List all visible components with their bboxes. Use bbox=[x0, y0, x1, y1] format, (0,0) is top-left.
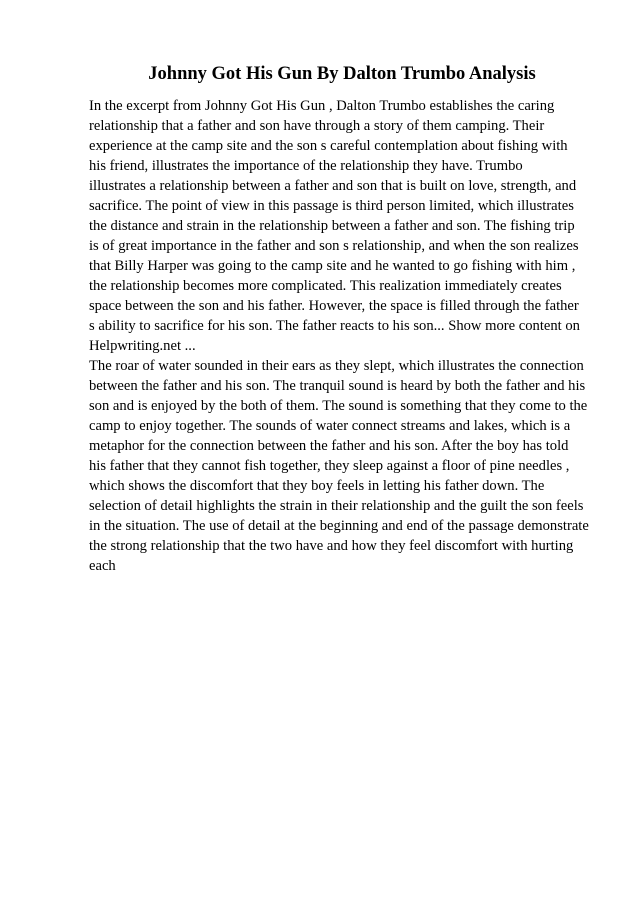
text-line: the strong relationship that the two have and how they feel discomfort with hurting bbox=[89, 538, 574, 554]
text-line: that Billy Harper was going to the camp site and he wanted to go fishing with him , bbox=[89, 258, 576, 274]
text-line: selection of detail highlights the strain in their relationship and the guilt the son feels bbox=[89, 498, 584, 514]
text-line: between the father and his son. The tranquil sound is heard by both the father and his bbox=[89, 378, 586, 394]
text-line: camp to enjoy together. The sounds of water connect streams and lakes, which is a bbox=[89, 418, 571, 434]
text-line: space between the son and his father. However, the space is filled through the father bbox=[89, 298, 579, 314]
text-line: his father that they cannot fish together, they sleep against a floor of pine needles , bbox=[89, 458, 570, 474]
text-line: sacrifice. The point of view in this passage is third person limited, which illustrates bbox=[89, 198, 574, 214]
text-line: Helpwriting.net ... bbox=[89, 338, 196, 354]
text-line: s ability to sacrifice for his son. The father reacts to his son... Show more content on bbox=[89, 318, 580, 334]
text-line: In the excerpt from Johnny Got His Gun , Dalton Trumbo establishes the caring bbox=[89, 98, 555, 114]
text-line: the relationship becomes more complicated. This realization immediately creates bbox=[89, 278, 562, 294]
text-line: relationship that a father and son have through a story of them camping. Their bbox=[89, 118, 545, 134]
text-line: in the situation. The use of detail at the beginning and end of the passage demonstrate bbox=[89, 518, 589, 534]
text-line: is of great importance in the father and son s relationship, and when the son realizes bbox=[89, 238, 579, 254]
text-line: experience at the camp site and the son s careful contemplation about fishing with bbox=[89, 138, 568, 154]
text-line: illustrates a relationship between a father and son that is built on love, strength, and bbox=[89, 178, 577, 194]
text-line: metaphor for the connection between the father and his son. After the boy has told bbox=[89, 438, 569, 454]
document-title: Johnny Got His Gun By Dalton Trumbo Analysis bbox=[148, 64, 536, 84]
text-line: which shows the discomfort that they boy feels in letting his father down. The bbox=[89, 478, 545, 494]
text-line: the distance and strain in the relationship between a father and son. The fishing trip bbox=[89, 218, 575, 234]
text-line: The roar of water sounded in their ears as they slept, which illustrates the connection bbox=[89, 358, 584, 374]
text-line: each bbox=[89, 558, 116, 574]
text-line: his friend, illustrates the importance of the relationship they have. Trumbo bbox=[89, 158, 523, 174]
text-line: son and is enjoyed by the both of them. The sound is something that they come to the bbox=[89, 398, 588, 414]
